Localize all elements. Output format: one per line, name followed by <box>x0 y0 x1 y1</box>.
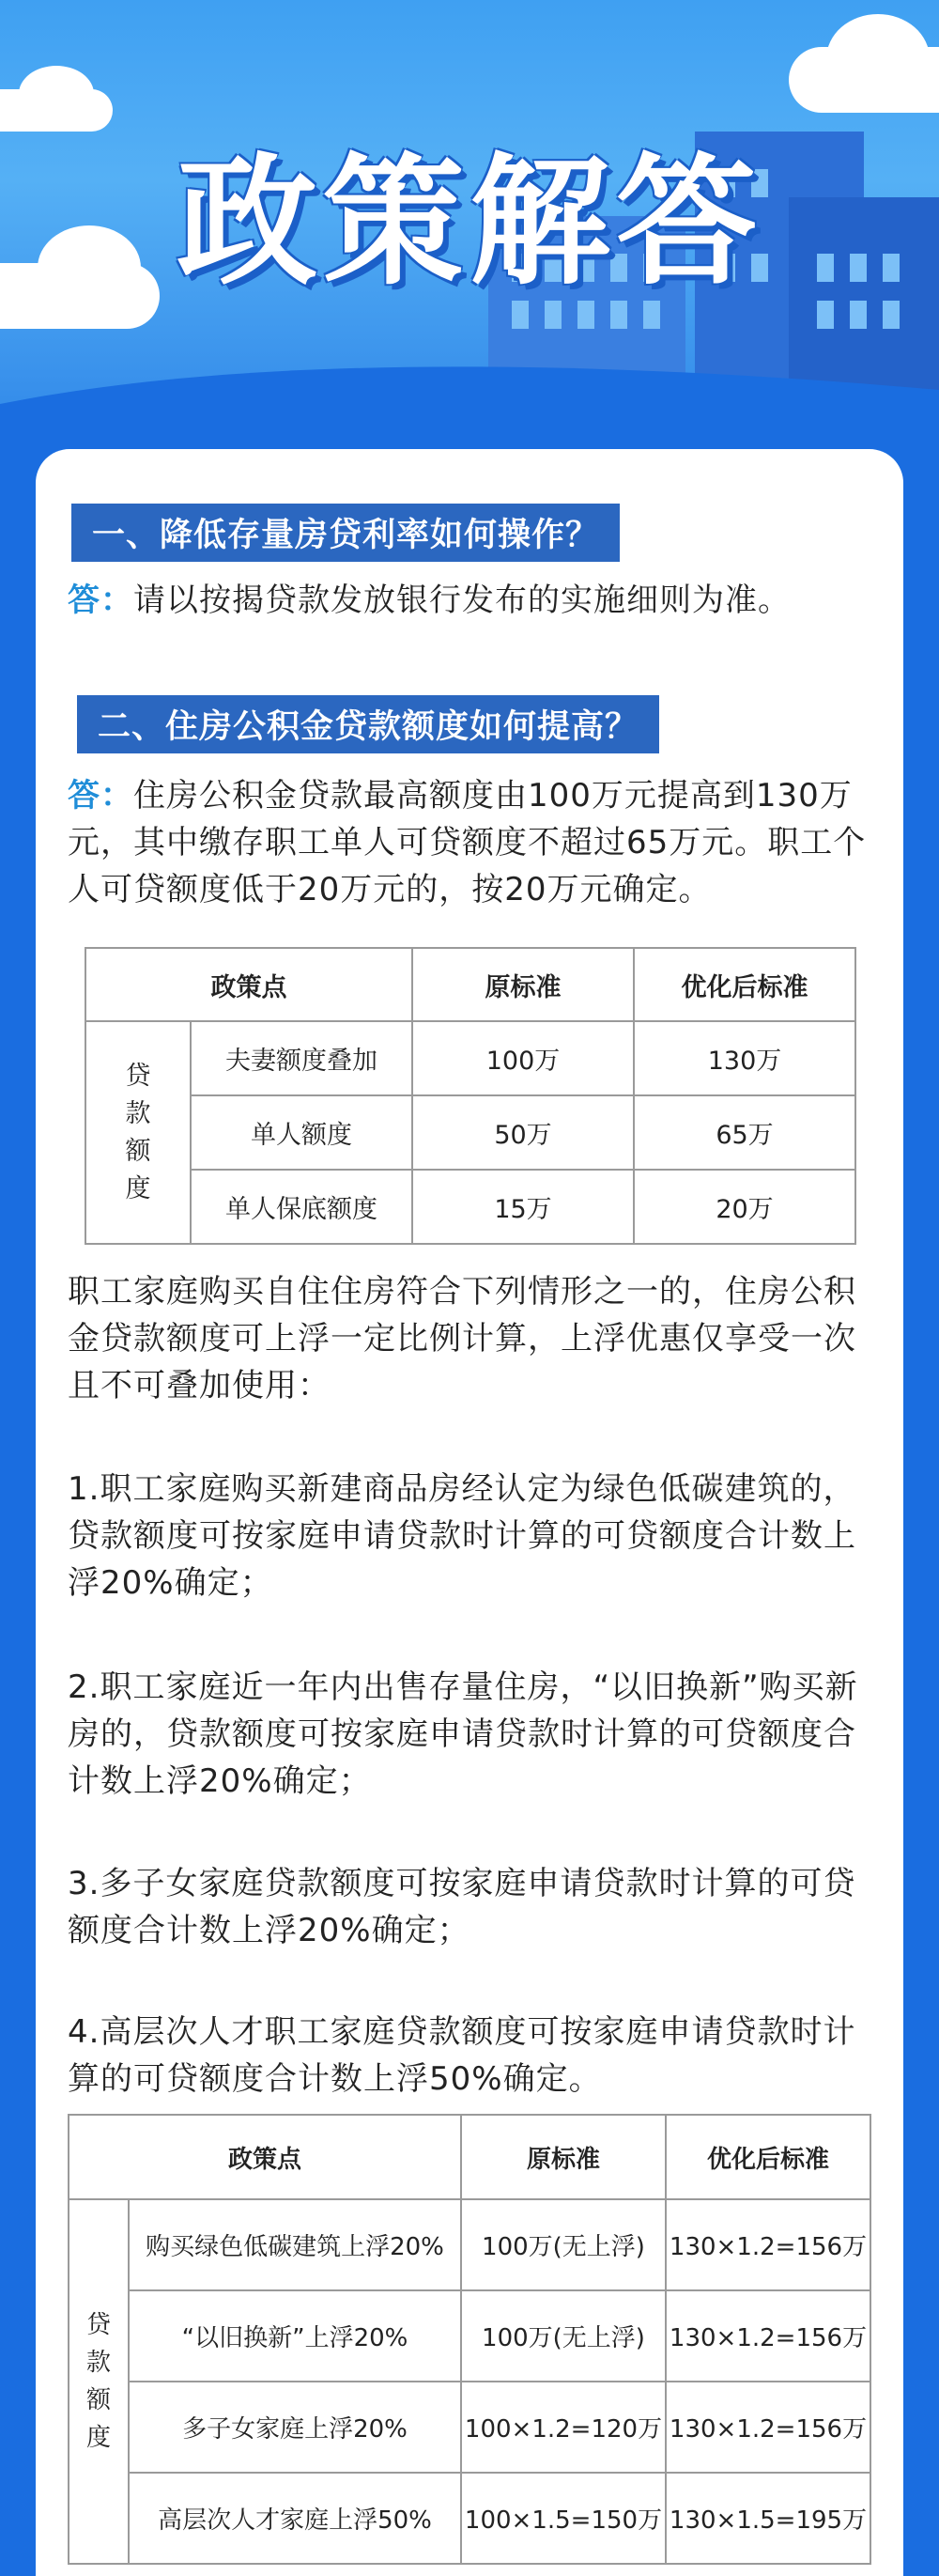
original-cell: 100万(无上浮) <box>461 2199 666 2290</box>
group-label-char: 额 <box>125 1136 151 1166</box>
item-cell: 单人保底额度 <box>191 1170 412 1244</box>
group-label-cell <box>69 2199 129 2564</box>
optimized-cell: 130万 <box>634 1021 855 1095</box>
table-row <box>69 2473 870 2564</box>
cloud-decoration <box>826 14 930 103</box>
table-header-row <box>69 2115 870 2199</box>
optimized-cell: 130×1.5=195万 <box>666 2473 870 2564</box>
header-cell: 原标准 <box>461 2115 666 2199</box>
list-item: 4.高层次人才职工家庭贷款额度可按家庭申请贷款时计算的可贷额度合计数上浮50%确定。 <box>68 2013 856 2098</box>
header-cell: 政策点 <box>85 948 412 1021</box>
table-row <box>85 1095 855 1170</box>
group-label-char: 贷 <box>85 2311 111 2339</box>
group-label-char: 度 <box>125 1173 151 1203</box>
item-cell: 夫妻额度叠加 <box>191 1021 412 1095</box>
optimized-cell: 20万 <box>634 1170 855 1244</box>
table-row <box>85 1170 855 1244</box>
header-cell: 优化后标准 <box>634 948 855 1021</box>
answer-label: 答： <box>68 777 133 815</box>
item-cell: 高层次人才家庭上浮50% <box>129 2473 461 2564</box>
table-row <box>69 2290 870 2382</box>
answer-2 <box>68 772 894 913</box>
item-cell: 购买绿色低碳建筑上浮20% <box>129 2199 461 2290</box>
policy-table-2 <box>68 2114 871 2565</box>
item-cell: 多子女家庭上浮20% <box>129 2382 461 2473</box>
optimized-cell: 130×1.2=156万 <box>666 2382 870 2473</box>
original-cell: 100×1.5=150万 <box>461 2473 666 2564</box>
table-row <box>69 2382 870 2473</box>
answer-text: 请以按揭贷款发放银行发布的实施细则为准。 <box>133 582 791 619</box>
table-header-row <box>85 948 855 1021</box>
item-cell: 单人额度 <box>191 1095 412 1170</box>
optimized-cell: 130×1.2=156万 <box>666 2290 870 2382</box>
wave-decoration <box>0 338 939 451</box>
group-label-char: 度 <box>85 2424 111 2452</box>
header-cell: 原标准 <box>412 948 634 1021</box>
optimized-cell: 130×1.2=156万 <box>666 2199 870 2290</box>
group-label-char: 额 <box>85 2386 111 2414</box>
header-cell: 优化后标准 <box>666 2115 870 2199</box>
group-label-char: 款 <box>85 2349 111 2377</box>
original-cell: 15万 <box>412 1170 634 1244</box>
item-cell: “以旧换新”上浮20% <box>129 2290 461 2382</box>
content-card <box>36 449 903 2576</box>
table-row <box>85 1021 855 1095</box>
answer-1 <box>68 577 894 624</box>
original-cell: 100万(无上浮) <box>461 2290 666 2382</box>
policy-table-1 <box>85 947 856 1245</box>
page-title: 政策解答 <box>176 141 762 304</box>
question-title-2: 二、住房公积金贷款额度如何提高？ <box>77 695 659 753</box>
list-item: 3.多子女家庭贷款额度可按家庭申请贷款时计算的可贷额度合计数上浮20%确定； <box>68 1865 856 1949</box>
group-label-cell <box>85 1021 191 1244</box>
original-cell: 100万 <box>412 1021 634 1095</box>
answer-text: 住房公积金贷款最高额度由100万元提高到130万元，其中缴存职工单人可贷额度不超过65万元。职工个人可贷额度低于20万元的，按20万元确定。 <box>68 777 867 908</box>
intro-paragraph: 职工家庭购买自住住房符合下列情形之一的，住房公积金贷款额度可上浮一定比例计算，上浮优惠仅享受一次且不可叠加使用： <box>68 1273 856 1404</box>
optimized-cell: 65万 <box>634 1095 855 1170</box>
list-item: 1.职工家庭购买新建商品房经认定为绿色低碳建筑的，贷款额度可按家庭申请贷款时计算的可贷额度合计数上浮20%确定； <box>68 1470 856 1602</box>
question-title-1: 一、降低存量房贷利率如何操作？ <box>71 504 620 562</box>
table-row <box>69 2199 870 2290</box>
original-cell: 50万 <box>412 1095 634 1170</box>
header-banner <box>0 0 939 451</box>
group-label-char: 款 <box>125 1098 151 1128</box>
list-item: 2.职工家庭近一年内出售存量住房，“以旧换新”购买新房的，贷款额度可按家庭申请贷款时计算的可贷额度合计数上浮20%确定； <box>68 1668 858 1800</box>
header-cell: 政策点 <box>69 2115 461 2199</box>
group-label-char: 贷 <box>125 1061 151 1091</box>
original-cell: 100×1.2=120万 <box>461 2382 666 2473</box>
answer-label: 答： <box>68 582 133 619</box>
